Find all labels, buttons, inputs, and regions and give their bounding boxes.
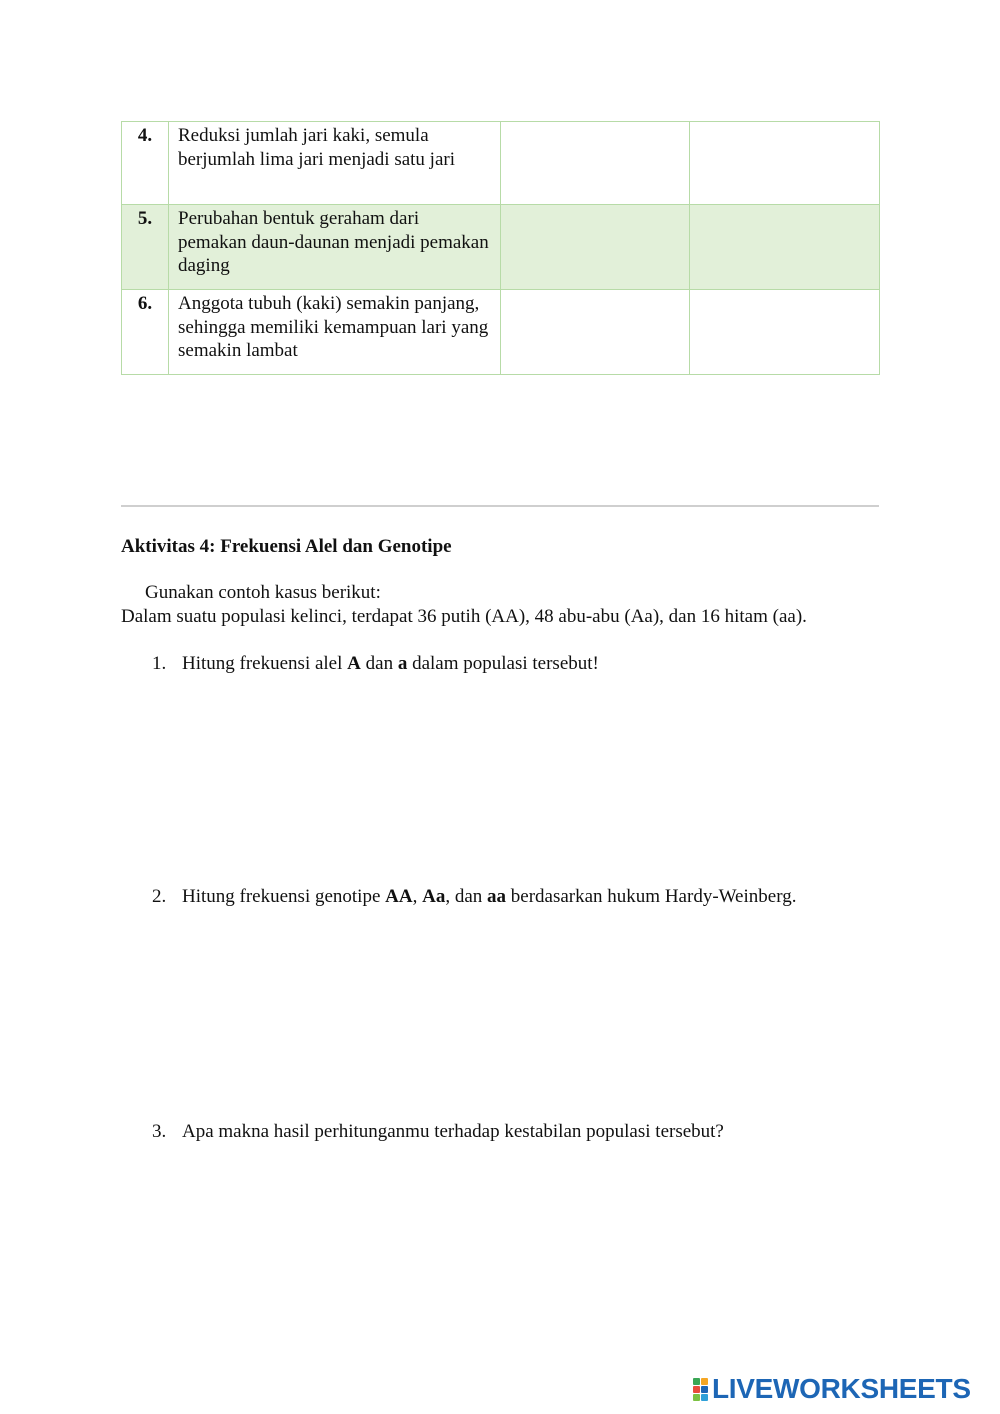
allele-symbol: a	[397, 653, 408, 674]
section-divider	[121, 505, 879, 507]
row-description: Perubahan bentuk geraham dari pemakan daun-daunan menjadi pemakan daging	[169, 205, 501, 290]
genotype-symbol: Aa	[422, 886, 446, 907]
logo-text: LIVEWORKSHEETS	[712, 1373, 971, 1404]
question-3	[152, 1121, 724, 1143]
question-number: 3.	[152, 1121, 167, 1142]
question-text: Hitung frekuensi genotipe	[182, 886, 386, 907]
row-number: 5.	[122, 205, 169, 290]
question-text: berdasarkan hukum Hardy-Weinberg.	[506, 886, 797, 907]
liveworksheets-logo-icon	[693, 1378, 708, 1401]
row-number: 6.	[122, 290, 169, 375]
answer-cell[interactable]	[690, 290, 880, 375]
table-row	[122, 205, 880, 290]
activity-heading: Aktivitas 4: Frekuensi Alel dan Genotipe	[121, 536, 452, 557]
answer-cell[interactable]	[501, 122, 690, 205]
answer-cell[interactable]	[501, 205, 690, 290]
question-text: dalam populasi tersebut!	[407, 653, 599, 674]
genotype-symbol: AA	[385, 886, 413, 907]
row-number: 4.	[122, 122, 169, 205]
question-text: Hitung frekuensi alel	[182, 653, 348, 674]
liveworksheets-logo	[693, 1374, 971, 1404]
table-row	[122, 122, 880, 205]
row-description: Reduksi jumlah jari kaki, semula berjumlah lima jari menjadi satu jari	[169, 122, 501, 205]
question-number: 2.	[152, 886, 167, 907]
genotype-symbol: aa	[487, 886, 507, 907]
question-text: ,	[412, 886, 423, 907]
answer-cell[interactable]	[690, 205, 880, 290]
observation-table	[121, 121, 880, 375]
case-description: Dalam suatu populasi kelinci, terdapat 36 putih (AA), 48 abu-abu (Aa), dan 16 hitam (aa).	[121, 606, 807, 627]
row-description: Anggota tubuh (kaki) semakin panjang, sehingga memiliki kemampuan lari yang semakin lambat	[169, 290, 501, 375]
table-row	[122, 290, 880, 375]
answer-cell[interactable]	[690, 122, 880, 205]
question-1	[152, 653, 599, 675]
activity-intro: Gunakan contoh kasus berikut:	[145, 582, 381, 603]
question-number: 1.	[152, 653, 167, 674]
question-2	[152, 886, 796, 908]
question-text: , dan	[445, 886, 488, 907]
question-text: dan	[360, 653, 398, 674]
question-text: Apa makna hasil perhitunganmu terhadap kestabilan populasi tersebut?	[182, 1121, 724, 1142]
allele-symbol: A	[347, 653, 361, 674]
answer-cell[interactable]	[501, 290, 690, 375]
